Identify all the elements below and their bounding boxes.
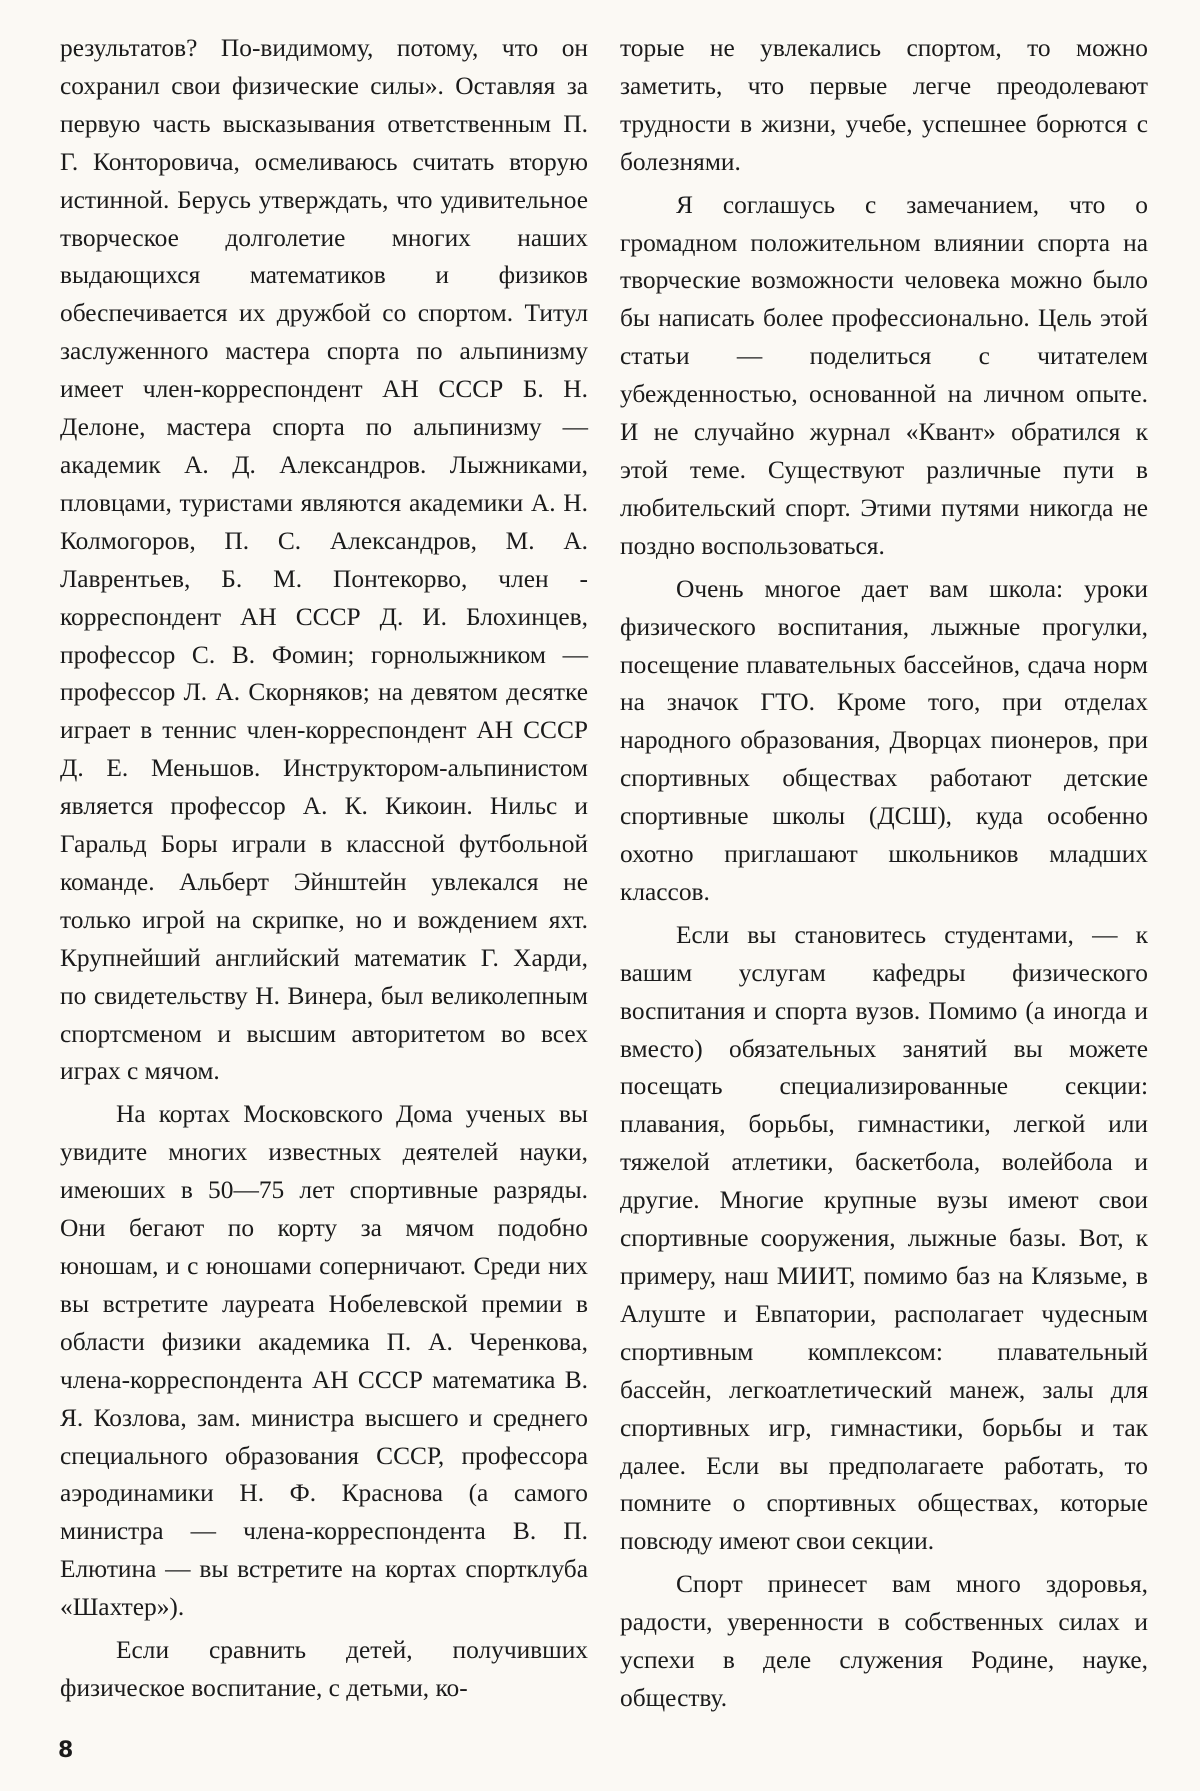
page-number: 8 [58,1738,74,1763]
left-column [60,30,588,1713]
paragraph: Если вы становитесь студентами, — к вашим услугам кафедры физического воспитания и спорта вузов. Помимо (а иногда и вместо) обязательных занятий вы можете посещать специализированные секции: плавания, борьбы, гимнастики, легкой или тяжелой атлетики, баскетбола, волейбола и другие. Многие крупные вузы имеют свои спортивные сооружения, лыжные базы. Вот, к примеру, наш МИИТ, помимо баз на Клязьме, в Алуште и Евпатории, располагает чудесным спортивным комплексом: плавательный бассейн, легкоатлетический манеж, залы для спортивных игр, гимнастики, борьбы и так далее. Если вы предполагаете работать, то помните о спортивных обществах, которые повсюду имеют свои секции. [620,920,1148,1556]
paragraph: Я соглашусь с замечанием, что о громадном положительном влиянии спорта на творческие возможности человека можно было бы написать более профессионально. Цель этой статьи — поделиться с читателем убежденностью, основанной на личном опыте. И не случайно журнал «Квант» обратился к этой теме. Существуют различные пути в любительский спорт. Этими путями никогда не поздно воспользоваться. [620,190,1148,560]
paragraph: торые не увлекались спортом, то можно заметить, что первые легче преодолевают трудности в жизни, учебе, успешнее борются с болезнями. [620,34,1148,176]
right-column [620,30,1148,1723]
paragraph: Спорт принесет вам много здоровья, радости, уверенности в собственных силах и успехи в деле служения Родине, науке, обществу. [620,1570,1148,1712]
paragraph: результатов? По-видимому, потому, что он сохранил свои физические силы». Оставляя за первую часть высказывания ответственным П. Г. Конторовича, осмеливаюсь считать вторую истинной. Берусь утверждать, что удивительное творческое долголетие многих наших выдающихся математиков и физиков обеспечивается их дружбой со спортом. Титул заслуженного мастера спорта по альпинизму имеет член-корреспондент АН СССР Б. Н. Делоне, мастера спорта по альпинизму — академик А. Д. Александров. Лыжниками, пловцами, туристами являются академики А. Н. Колмогоров, П. С. Александров, М. А. Лаврентьев, Б. М. Понтекорво, член - корреспондент АН СССР Д. И. Блохинцев, профессор С. В. Фомин; горнолыжником — профессор Л. А. Скорняков; на девятом десятке играет в теннис член-корреспондент АН СССР Д. Е. Меньшов. Инструктором-альпинистом является профессор А. К. Кикоин. Нильс и Гаральд Боры играли в классной футбольной команде. Альберт Эйнштейн увлекался не только игрой на скрипке, но и вождением яхт. Крупнейший английский математик Г. Харди, по свидетельству Н. Винера, был великолепным спортсменом и высшим авторитетом во всех играх с мячом. [60,34,588,1086]
paragraph: Если сравнить детей, получивших физическое воспитание, с детьми, ко- [60,1636,588,1702]
paragraph: Очень многое дает вам школа: уроки физического воспитания, лыжные прогулки, посещение плавательных бассейнов, сдача норм на значок ГТО. Кроме того, при отделах народного образования, Дворцах пионеров, при спортивных обществах работают детские спортивные школы (ДСШ), куда особенно охотно приглашают школьников младших классов. [620,574,1148,906]
paragraph: На кортах Московского Дома ученых вы увидите многих известных деятелей науки, имеюших в 50—75 лет спортивные разряды. Они бегают по корту за мячом подобно юношам, и с юношами соперничают. Среди них вы встретите лауреата Нобелевской премии в области физики академика П. А. Черенкова, члена-корреспондента АН СССР математика В. Я. Козлова, зам. министра высшего и среднего специального образования СССР, профессора аэродинамики Н. Ф. Краснова (а самого министра — члена-корреспондента В. П. Елютина — вы встретите на кортах спортклуба «Шахтер»). [60,1100,588,1622]
